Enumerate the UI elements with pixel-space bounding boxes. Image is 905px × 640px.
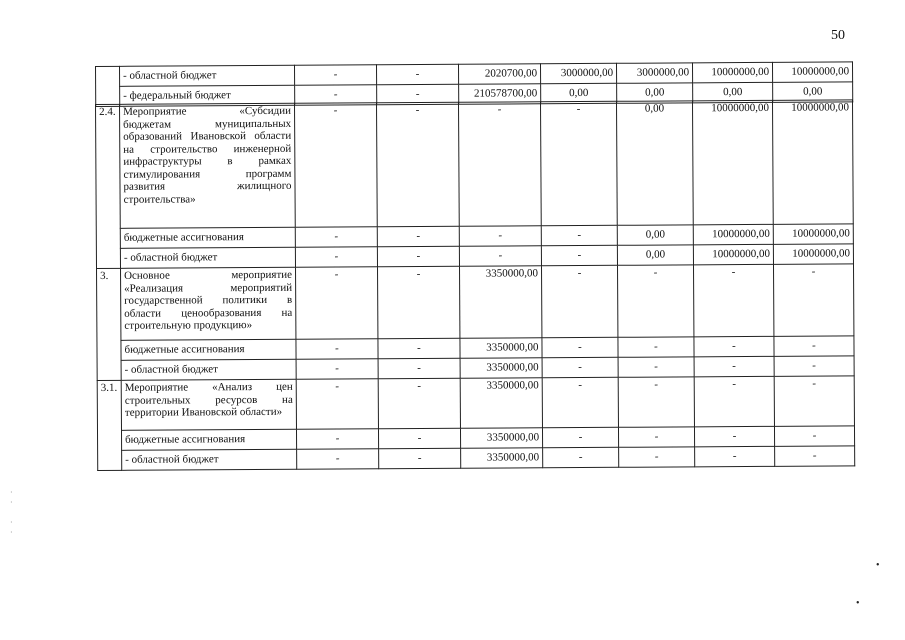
cell-value: -	[774, 376, 854, 426]
cell-value: -	[773, 264, 853, 336]
cell-value: -	[618, 427, 694, 447]
cell-value: -	[459, 226, 541, 247]
cell-value: -	[541, 265, 617, 337]
cell-value: -	[618, 337, 694, 357]
cell-value: -	[377, 246, 459, 267]
cell-value: 0,00	[541, 83, 617, 103]
row-name: - областной бюджет	[121, 359, 296, 380]
row-name: - областной бюджет	[120, 65, 295, 86]
cell-value: -	[774, 336, 854, 356]
row-name: - федеральный бюджет	[120, 85, 295, 106]
cell-value: -	[295, 247, 377, 268]
cell-value: 210578700,00	[459, 84, 541, 105]
row-name: бюджетные ассигнования	[121, 429, 296, 450]
cell-value: -	[694, 426, 774, 446]
cell-value: -	[296, 429, 378, 450]
cell-value: 3000000,00	[540, 63, 616, 83]
cell-value: -	[295, 227, 377, 248]
cell-value: -	[542, 427, 618, 447]
cell-value: -	[377, 266, 459, 338]
cell-value: -	[296, 359, 378, 380]
cell-value: -	[543, 447, 619, 467]
cell-value: -	[294, 103, 377, 227]
cell-value: -	[774, 426, 854, 446]
cell-value: -	[296, 379, 378, 429]
row-name: Мероприятие «Анализ цен строительных ресурсов на территории Ивановской области»	[121, 379, 296, 430]
cell-value: -	[694, 376, 774, 426]
table-row	[97, 264, 854, 341]
cell-value: 10000000,00	[693, 224, 773, 244]
cell-value: 10000000,00	[773, 244, 853, 264]
cell-value: 0,00	[617, 245, 693, 265]
scan-speck: •	[876, 560, 880, 571]
row-name: Мероприятие «Субсидии бюджетам муниципальных образований Ивановской области на строительство инженерной инфраструктуры в рамках стимулирования программ развития жилищного строительства»	[120, 103, 296, 228]
cell-value: 0,00	[617, 83, 693, 103]
cell-value: 0,00	[693, 82, 773, 102]
cell-value: -	[540, 101, 617, 225]
row-number	[96, 66, 120, 106]
cell-value: -	[458, 102, 541, 226]
cell-value: -	[618, 357, 694, 377]
cell-value: 3350000,00	[461, 448, 543, 469]
row-number: 3.1.	[97, 380, 122, 470]
row-name: Основное мероприятие «Реализация мероприятий государственной политики в области ценообразования на строительную продукцию»	[121, 267, 296, 340]
cell-value: 10000000,00	[772, 62, 852, 82]
cell-value: -	[619, 447, 695, 467]
scan-speck: •	[856, 598, 860, 609]
cell-value: -	[376, 102, 459, 226]
cell-value: 0,00	[773, 82, 853, 102]
cell-value: -	[379, 448, 461, 469]
row-name: - областной бюджет	[122, 449, 297, 470]
cell-value: -	[618, 377, 694, 427]
row-name: бюджетные ассигнования	[120, 227, 295, 248]
cell-value: 3000000,00	[616, 63, 692, 83]
cell-value: 10000000,00	[693, 244, 773, 264]
cell-value: 3350000,00	[459, 266, 541, 338]
cell-value: 3350000,00	[460, 378, 542, 428]
cell-value: -	[541, 245, 617, 265]
cell-value: 2020700,00	[458, 64, 540, 85]
cell-value: -	[377, 84, 459, 105]
cell-value: -	[294, 65, 376, 86]
cell-value: -	[542, 357, 618, 377]
row-name: - областной бюджет	[120, 247, 295, 268]
cell-value: -	[297, 449, 379, 470]
table-row	[96, 100, 854, 229]
cell-value: -	[617, 265, 693, 337]
table-row	[97, 376, 854, 431]
cell-value: 10000000,00	[692, 62, 772, 82]
cell-value: -	[694, 356, 774, 376]
row-number: 2.4.	[96, 104, 121, 268]
cell-value: -	[377, 226, 459, 247]
cell-value: 10000000,00	[773, 224, 853, 244]
cell-value: -	[378, 378, 460, 428]
cell-value: -	[542, 337, 618, 357]
cell-value: -	[774, 356, 854, 376]
cell-value: -	[378, 428, 460, 449]
cell-value: 3350000,00	[460, 358, 542, 379]
cell-value: -	[376, 64, 458, 85]
cell-value: -	[296, 339, 378, 360]
cell-value: 0,00	[616, 101, 693, 225]
cell-value: 10000000,00	[692, 100, 773, 224]
row-number: 3.	[97, 268, 122, 380]
margin-scan-marks: · · · ·	[10, 488, 13, 537]
cell-value: 3350000,00	[460, 428, 542, 449]
page-number: 50	[831, 28, 845, 43]
cell-value: -	[295, 85, 377, 106]
cell-value: -	[693, 264, 773, 336]
cell-value: -	[378, 358, 460, 379]
row-name: бюджетные ассигнования	[121, 339, 296, 360]
cell-value: -	[542, 377, 618, 427]
cell-value: -	[541, 225, 617, 245]
budget-table-body	[95, 99, 855, 471]
cell-value: -	[775, 446, 855, 466]
table-row	[98, 446, 855, 471]
cell-value: -	[378, 338, 460, 359]
cell-value: -	[694, 336, 774, 356]
cell-value: -	[296, 267, 378, 339]
cell-value: 10000000,00	[772, 100, 853, 224]
cell-value: -	[459, 246, 541, 267]
cell-value: 0,00	[617, 225, 693, 245]
cell-value: 3350000,00	[460, 338, 542, 359]
cell-value: -	[695, 446, 775, 466]
